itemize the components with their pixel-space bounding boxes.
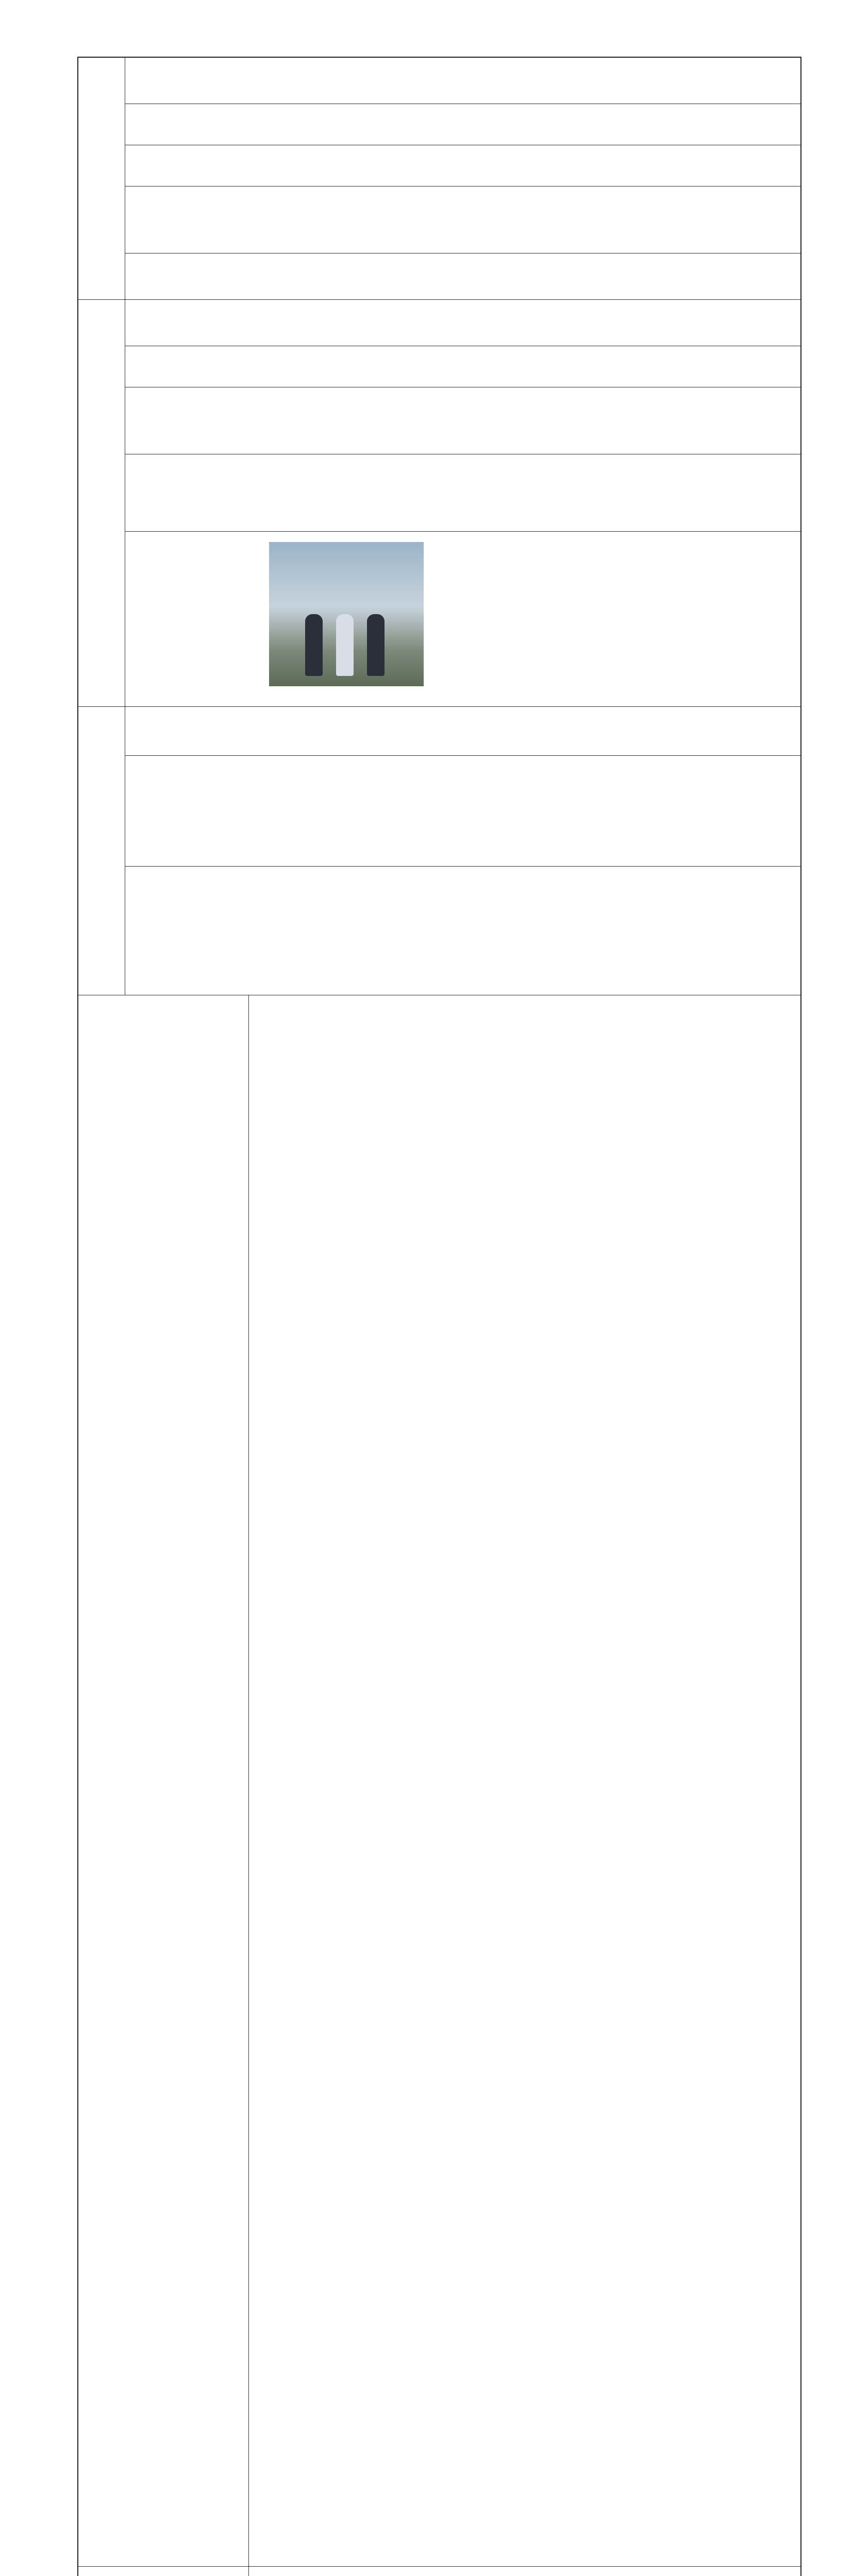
section-evaluation-suggestions	[78, 995, 800, 2567]
section-label	[78, 300, 125, 706]
site-survey-photo	[269, 542, 424, 686]
section-evaluation-report-info	[78, 707, 800, 995]
info-table	[77, 57, 801, 2576]
section-label	[78, 995, 249, 2566]
section-expert-review	[78, 2567, 800, 2576]
section-label	[78, 58, 125, 299]
section-label	[78, 2567, 249, 2576]
section-evaluation-org-info	[78, 300, 800, 707]
section-project-basic-info	[78, 58, 800, 300]
section-label	[78, 707, 125, 995]
document-title	[0, 21, 852, 57]
